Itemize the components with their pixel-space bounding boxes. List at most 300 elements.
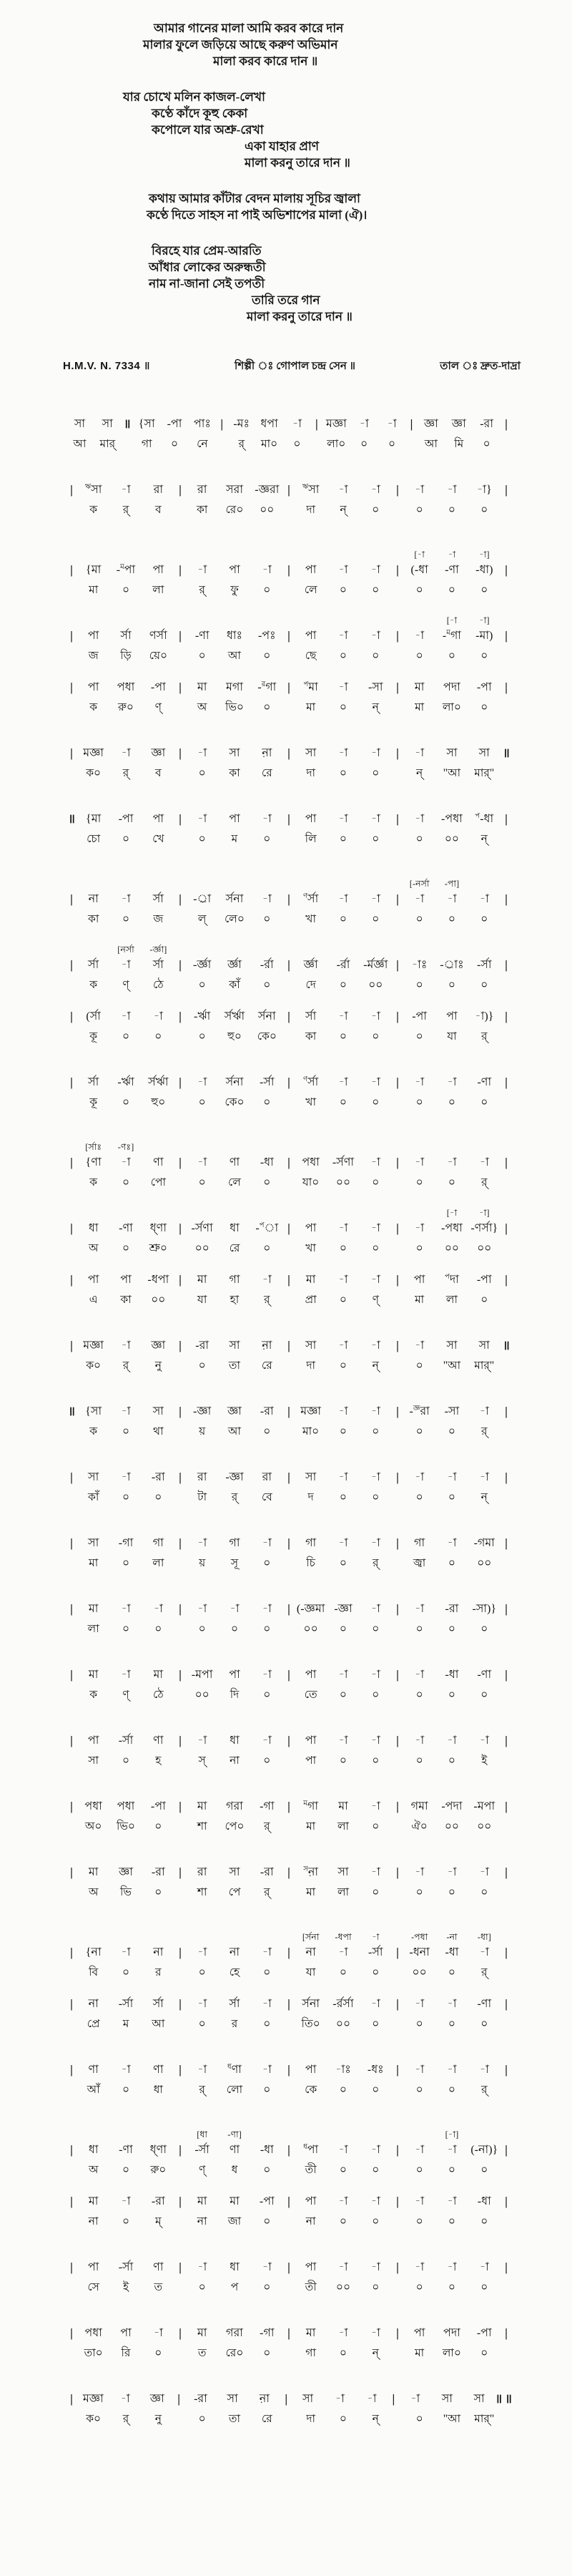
bar-line: |: [396, 1997, 399, 2011]
annotation-cell: [77, 547, 109, 562]
bar-line: |: [285, 2392, 288, 2406]
annotation-cell: [-নর্সা: [409, 879, 430, 889]
bar-line: [392, 1292, 403, 1309]
note-cell: -ধনা: [409, 1946, 430, 1958]
syllable-cell: ০: [122, 1176, 130, 1189]
bar-line: |: [287, 2260, 290, 2274]
syllable-cell: মা: [306, 1820, 316, 1833]
bar-line: [392, 2345, 403, 2362]
annotation-cell: [142, 547, 174, 562]
syllable-cell: ০: [339, 1242, 347, 1254]
bar-line: |: [70, 1010, 73, 1023]
syllable-cell: ন্: [415, 767, 423, 779]
syllable-cell: পো: [150, 1176, 166, 1189]
syllable-cell: থা: [153, 1425, 164, 1438]
syllable-cell: ০: [263, 1425, 271, 1438]
syllable-cell: ঐ০: [411, 1820, 428, 1833]
bar-line: [392, 613, 403, 628]
note-cell: -া: [370, 1010, 380, 1023]
bar-line: [392, 2127, 403, 2142]
bar-line: |: [396, 1602, 399, 1616]
bar-line: [174, 2213, 186, 2230]
syllable-cell: ০: [372, 504, 380, 516]
syllable-cell: ০: [415, 833, 423, 845]
note-cell: পা: [305, 2064, 317, 2076]
note-cell: -া: [338, 484, 348, 496]
note-cell: পা: [120, 2327, 132, 2339]
bar-line: |: [179, 1865, 182, 1879]
bar-line: |: [505, 2143, 508, 2157]
syllable-cell: ণ্: [198, 2164, 206, 2176]
annotation-cell: [218, 877, 250, 891]
syllable-cell: র্: [199, 2084, 205, 2096]
bar-line: [66, 2127, 77, 2142]
syllable-cell: ০: [360, 438, 368, 450]
bar-line: |: [505, 417, 508, 431]
syllable-cell: মার্": [474, 2413, 495, 2425]
annotation-cell: [142, 1206, 174, 1220]
note-cell: পধা: [84, 1800, 102, 1813]
syllable-cell: ০: [339, 1689, 347, 1701]
note-cell: -া: [338, 630, 348, 642]
bar-line: [500, 2016, 512, 2033]
syllable-cell: ক: [89, 701, 98, 713]
note-cell: -া: [415, 2261, 425, 2273]
bar-line: |: [179, 1946, 182, 1959]
bar-line: |: [70, 1273, 73, 1287]
syllable-cell: ০: [154, 1886, 162, 1898]
note-cell: পধা: [84, 2327, 102, 2339]
syllable-cell: আ: [424, 438, 438, 450]
syllable-cell: ০: [263, 2347, 271, 2359]
note-cell: পধা: [302, 1156, 320, 1169]
bar-line: |: [287, 1156, 290, 1169]
bar-line: [392, 1206, 403, 1220]
bar-line: [66, 648, 77, 665]
note-cell: পধা: [117, 1800, 135, 1813]
annotation-cell: [327, 877, 359, 891]
syllable-cell: ভি০: [225, 701, 244, 713]
bar-line: [392, 1930, 403, 1944]
note-cell: -া: [415, 1735, 425, 1747]
syllable-cell: ধ: [231, 2164, 238, 2176]
syllable-cell: যা: [197, 1294, 207, 1306]
syllable-cell: জা: [227, 2215, 242, 2228]
bar-line: |: [179, 2260, 182, 2274]
bar-line: |: [179, 1156, 182, 1169]
bar-line: [174, 1884, 186, 1901]
note-cell: -া: [370, 1156, 380, 1169]
note-cell: পা: [229, 813, 240, 825]
bar-line: |: [505, 1470, 508, 1484]
bar-line: [392, 1357, 403, 1375]
annotation-cell: [295, 613, 327, 628]
note-cell: -পা: [118, 813, 134, 825]
bar-line: [500, 613, 512, 628]
bar-line: [66, 1292, 77, 1309]
bar-line: ॥: [503, 746, 510, 760]
bar-line: |: [70, 1800, 73, 1813]
annotation-cell: [186, 1140, 218, 1154]
note-cell: র্সা: [152, 893, 164, 905]
note-cell: গরা: [226, 2327, 243, 2339]
bar-line: [174, 1174, 186, 1191]
note-cell: -া: [370, 893, 380, 905]
note-cell: -া: [447, 2195, 457, 2207]
notation-row: [0, 1469, 572, 1506]
note-cell: -া: [197, 747, 207, 759]
bar-line: [500, 2279, 512, 2296]
syllable-cell: ০: [293, 438, 301, 450]
bar-line: |: [396, 1156, 399, 1169]
annotation-cell: [360, 877, 392, 891]
annotation-cell: [77, 613, 109, 628]
annotation-cell: [327, 1140, 359, 1154]
bar-line: |: [505, 958, 508, 972]
note-cell: গরা: [226, 1800, 243, 1813]
note-cell: গা: [229, 1274, 240, 1286]
syllable-cell: মার্: [99, 438, 116, 450]
bar-line: [283, 2345, 295, 2362]
annotation-cell: [109, 877, 142, 891]
note-cell: -া: [153, 1010, 163, 1023]
syllable-cell: আ: [227, 650, 242, 662]
annotation-cell: [218, 613, 250, 628]
syllable-cell: ০: [415, 979, 423, 991]
syllable-cell: ০: [339, 2215, 347, 2228]
note-cell: {মা: [86, 813, 102, 825]
bar-line: |: [287, 1734, 290, 1747]
syllable-cell: কাঁ: [229, 979, 240, 991]
bar-line: [283, 1206, 295, 1220]
bar-line: [66, 1964, 77, 1981]
note-cell: ন়া: [262, 1340, 272, 1352]
syllable-cell: ০: [198, 1360, 206, 1372]
note-cell: -া: [338, 1274, 348, 1286]
annotation-cell: -া]: [479, 1208, 490, 1218]
bar-line: [500, 1174, 512, 1191]
note-cell: -া: [370, 747, 380, 759]
note-cell: -া: [415, 1156, 425, 1169]
syllable-cell: ০: [198, 1030, 206, 1043]
syllable-cell: র্: [231, 1491, 238, 1503]
bar-line: [174, 1206, 186, 1220]
note-cell: সরা: [225, 484, 243, 496]
note-cell: পা: [305, 2261, 317, 2273]
note-cell: -র্ঋা: [194, 1010, 211, 1023]
bar-line: |: [70, 1339, 73, 1352]
syllable-cell: ০: [339, 2347, 347, 2359]
bar-line: |: [70, 1997, 73, 2011]
syllable-cell: লা: [87, 1623, 99, 1635]
note-cell: র্সা: [120, 630, 132, 642]
bar-line: [174, 977, 186, 994]
bar-line: [500, 582, 512, 599]
syllable-cell: ০: [198, 2413, 206, 2425]
bar-line: |: [396, 2260, 399, 2274]
note-cell: মজ্ঞা: [83, 1340, 104, 1352]
syllable-cell: কা: [120, 1294, 132, 1306]
note-cell: -া: [262, 1537, 272, 1549]
syllable-cell: না: [230, 1755, 240, 1767]
syllable-cell: ক০: [86, 2413, 102, 2425]
syllable-cell: মা: [415, 1294, 425, 1306]
bar-line: [174, 2016, 186, 2033]
bar-line: [283, 1930, 295, 1944]
syllable-cell: ০: [448, 2215, 455, 2228]
syllable-cell: সে: [87, 2281, 99, 2293]
syllable-cell: তা০: [84, 2347, 103, 2359]
note-cell: -া: [370, 1076, 380, 1088]
bar-line: |: [287, 746, 290, 760]
syllable-cell: ০: [198, 1176, 206, 1189]
syllable-cell: লা০: [442, 701, 461, 713]
notation-row: [0, 1930, 572, 1981]
note-cell: গা: [414, 1537, 425, 1549]
note-cell: -র্সণা: [191, 1222, 213, 1234]
bar-line: [500, 942, 512, 957]
bar-line: [66, 1240, 77, 1257]
bar-line: [392, 1818, 403, 1835]
syllable-cell: ০: [263, 701, 271, 713]
bar-line: [500, 2127, 512, 2142]
syllable-cell: ০: [448, 504, 455, 516]
note-cell: সা: [441, 2393, 453, 2405]
note-cell: র্জ্ঞা: [303, 959, 318, 971]
annotation-cell: [360, 613, 392, 628]
note-cell: -র্া: [193, 893, 212, 905]
bar-line: |: [396, 1075, 399, 1089]
bar-line: |: [505, 563, 508, 577]
notation-row: [0, 1337, 572, 1375]
note-cell: রা: [197, 484, 207, 496]
annotation-cell: [77, 2127, 109, 2142]
bar-line: [174, 2082, 186, 2099]
notation-row: [0, 1667, 572, 1704]
bar-line: |: [287, 629, 290, 643]
note-cell: -র্সণা: [332, 1156, 355, 1169]
note-cell: $^ধ$পা: [303, 2143, 319, 2156]
syllable-cell: ০: [480, 504, 488, 516]
note-cell: মা: [88, 1866, 99, 1878]
syllable-cell: ধা: [153, 2084, 163, 2096]
note-cell: ধা: [230, 1735, 240, 1747]
note-cell: -পা: [150, 681, 166, 693]
note-cell: ধা: [230, 2261, 240, 2273]
note-cell: -ণর্সা}: [470, 1222, 498, 1234]
note-cell: -া: [262, 893, 272, 905]
syllable-cell: ০: [339, 2164, 347, 2176]
note-cell: ন়া: [259, 2393, 270, 2405]
bar-line: [500, 1292, 512, 1309]
note-cell: -$^{জ্ঞ}$রা: [409, 1405, 430, 1418]
bar-line: [283, 1687, 295, 1704]
syllable-cell: ০: [448, 2164, 455, 2176]
bar-line: [283, 1964, 295, 1981]
annotation-cell: [186, 942, 218, 957]
note-cell: সা: [337, 1866, 349, 1878]
bar-line: [392, 2279, 403, 2296]
note-cell: -া}: [476, 484, 492, 496]
note-cell: সা: [305, 1471, 317, 1483]
syllable-cell: ন্: [480, 1491, 488, 1503]
bar-line: |: [70, 629, 73, 643]
annotation-cell: [295, 1206, 327, 1220]
lyrics-stanza: [0, 190, 572, 223]
syllable-cell: ০০: [151, 1294, 166, 1306]
syllable-cell: দা: [306, 2413, 315, 2425]
syllable-cell: ক০: [86, 1360, 102, 1372]
note-cell: পা: [446, 1010, 458, 1023]
syllable-cell: ০: [480, 1886, 488, 1898]
note-cell: সা: [478, 1340, 490, 1352]
notation-row: [0, 745, 572, 782]
syllable-cell: ০: [372, 1176, 380, 1189]
lyrics-line: যার চোখে মলিন কাজল-লেখা: [123, 90, 265, 104]
syllable-cell: ০: [372, 2215, 380, 2228]
syllable-cell: ০: [122, 1755, 130, 1767]
syllable-cell: ন্: [480, 833, 488, 845]
syllable-cell: ০: [415, 650, 423, 662]
notation-row: [0, 1008, 572, 1045]
annotation-cell: [468, 942, 500, 957]
syllable-cell: ০: [339, 1557, 347, 1569]
bar-line: [174, 1357, 186, 1375]
note-cell: -রা: [480, 418, 493, 430]
note-cell: -া: [415, 747, 425, 759]
note-cell: -া: [447, 1537, 457, 1549]
bar-line: [174, 877, 186, 891]
bar-line: [392, 942, 403, 957]
note-cell: মা: [305, 1274, 316, 1286]
syllable-cell: লে: [228, 1176, 241, 1189]
bar-line: [500, 547, 512, 562]
bar-line: |: [505, 1156, 508, 1169]
bar-line: [500, 1240, 512, 1257]
note-cell: -$^র$গা: [257, 680, 277, 693]
note-cell: -া: [338, 1537, 348, 1549]
note-cell: (র্সা: [86, 1010, 101, 1023]
bar-line: [283, 613, 295, 628]
bar-line: [66, 977, 77, 994]
note-cell: -র্সা: [194, 2144, 209, 2156]
bar-line: [392, 547, 403, 562]
note-cell: ধাঃ: [226, 630, 243, 642]
bar-line: [174, 582, 186, 599]
note-cell: -র্সা: [368, 1946, 383, 1958]
syllable-cell: টা: [197, 1491, 207, 1503]
note-cell: -া: [338, 893, 348, 905]
annotation-cell: [403, 1206, 435, 1220]
note-cell: মা: [88, 1669, 99, 1681]
annotation-cell: [295, 547, 327, 562]
note-cell: -া: [121, 1669, 131, 1681]
note-cell: -া: [415, 2144, 425, 2156]
syllable-cell: হ: [155, 1755, 162, 1767]
bar-line: [174, 699, 186, 716]
bar-line: [500, 1140, 512, 1154]
bar-line: |: [70, 892, 73, 906]
bar-line: |: [396, 563, 399, 577]
annotation-cell: [251, 1930, 283, 1944]
syllable-cell: ০: [263, 1242, 271, 1254]
note-cell: -া: [447, 893, 457, 905]
annotation-cell: [142, 613, 174, 628]
syllable-cell: ০: [339, 913, 347, 925]
syllable-cell: ০: [415, 1623, 423, 1635]
syllable-cell: বে: [261, 1491, 272, 1503]
notation-row: [0, 1732, 572, 1770]
note-cell: পা: [305, 564, 317, 576]
bar-line: [66, 2162, 77, 2179]
note-cell: র্সা: [229, 1998, 240, 2010]
note-cell: -া: [121, 1340, 131, 1352]
note-cell: পধা: [117, 681, 135, 693]
note-cell: -পা: [412, 1010, 428, 1023]
note-cell: $^প$-ধা: [475, 812, 494, 825]
note-cell: -পা: [476, 2327, 492, 2339]
notation-row: [0, 1403, 572, 1440]
syllable-cell: স্: [198, 1755, 206, 1767]
bar-line: [500, 1028, 512, 1045]
bar-line: [500, 1094, 512, 1111]
note-cell: মা: [88, 2195, 99, 2207]
annotation-cell: [142, 1140, 174, 1154]
bar-line: |: [396, 1470, 399, 1484]
syllable-cell: ০০: [303, 1623, 318, 1635]
lyrics-line: মালার ফুলে জড়িয়ে আছে করুণ অভিমান: [143, 38, 338, 52]
syllable-cell: খা: [305, 913, 316, 925]
note-cell: ধ্ণা: [149, 2144, 167, 2156]
note-cell: -া: [197, 2261, 207, 2273]
note-cell: -া: [370, 1222, 380, 1234]
annotation-cell: [142, 1930, 174, 1944]
syllable-cell: ০: [198, 650, 206, 662]
bar-line: |: [315, 417, 318, 431]
note-cell: না: [153, 1946, 164, 1958]
note-cell: -রা: [195, 1340, 209, 1352]
syllable-cell: ০: [122, 1242, 130, 1254]
note-cell: -া: [335, 2393, 345, 2405]
lyrics-line: আমার গানের মালা আমি করব কারে দান: [154, 21, 344, 35]
note-cell: -া: [262, 564, 272, 576]
note-cell: -া: [370, 2261, 380, 2273]
note-cell: -া: [338, 1735, 348, 1747]
bar-line: [174, 1621, 186, 1638]
bar-line: [392, 831, 403, 848]
syllable-cell: ০০: [368, 979, 383, 991]
syllable-cell: ০: [415, 504, 423, 516]
syllable-cell: দা: [306, 504, 315, 516]
bar-line: [66, 2213, 77, 2230]
note-cell: পা: [305, 813, 317, 825]
syllable-cell: তী: [305, 2164, 317, 2176]
syllable-cell: ক: [89, 504, 98, 516]
syllable-cell: ০: [339, 1294, 347, 1306]
annotation-cell: -া]: [479, 550, 490, 560]
syllable-cell: ০: [263, 1689, 271, 1701]
lyrics-stanza: [0, 243, 572, 325]
bar-line: |: [396, 2195, 399, 2208]
syllable-cell: "আ: [443, 1360, 461, 1372]
note-cell: মা: [197, 2327, 207, 2339]
note-cell: পা: [87, 681, 99, 693]
bar-line: |: [287, 892, 290, 906]
lyrics-line: কপোলে যার অশ্রু-রেখা: [152, 123, 264, 137]
syllable-cell: ০: [339, 2084, 347, 2096]
syllable-cell: খা: [305, 1242, 316, 1254]
note-cell: -পঃ: [257, 630, 276, 642]
